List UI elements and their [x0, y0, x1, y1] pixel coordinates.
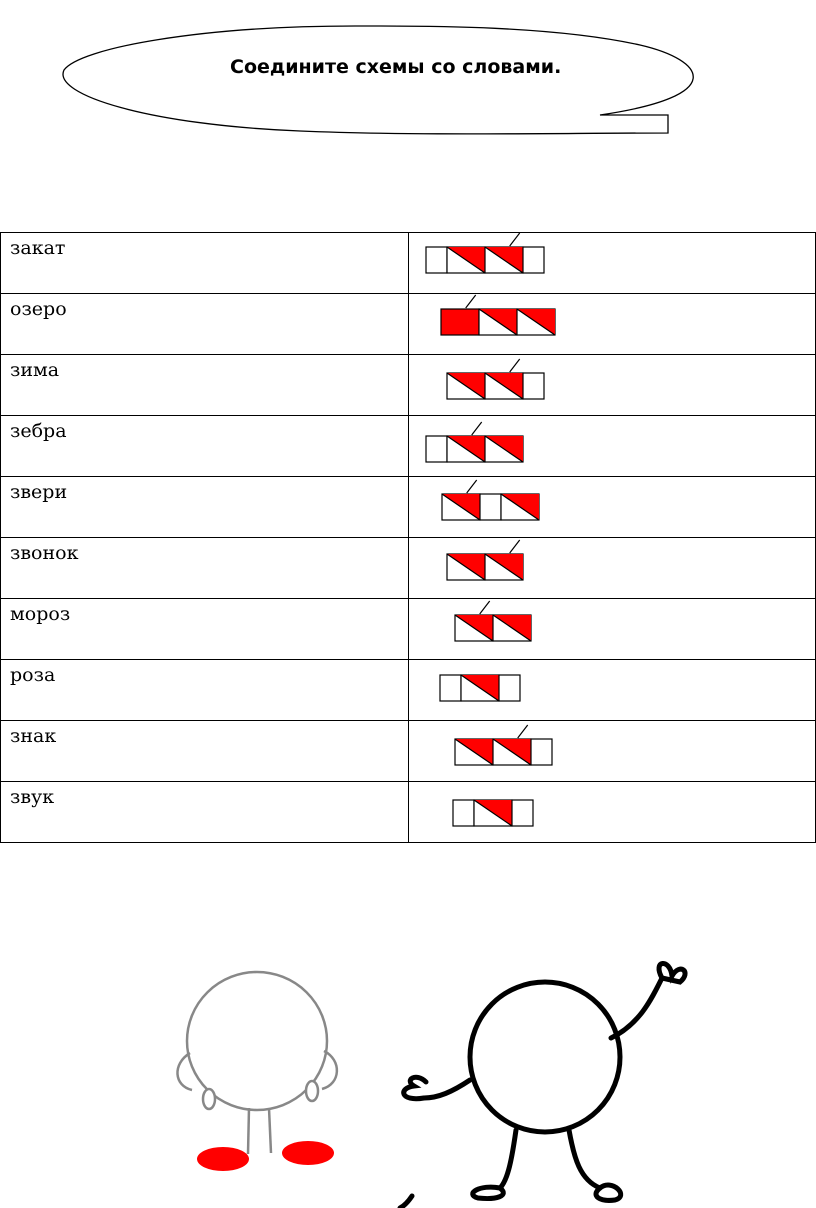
table-row [1, 538, 816, 599]
word-cell [1, 782, 409, 843]
word-label: роза [10, 664, 56, 686]
table-row [1, 599, 816, 660]
word-label: звонок [10, 542, 79, 564]
stress-mark [472, 422, 482, 435]
word-cell [1, 599, 409, 660]
right-figure [400, 963, 685, 1208]
word-label: озеро [10, 298, 67, 320]
stress-mark [510, 359, 520, 372]
scheme-cell [409, 477, 816, 538]
sound-scheme [409, 477, 816, 537]
table-row [1, 477, 816, 538]
table-row [1, 355, 816, 416]
scheme-cell [409, 233, 816, 294]
sound-scheme [409, 538, 816, 598]
stress-mark [510, 233, 520, 246]
sound-scheme [409, 294, 816, 354]
word-cell [1, 233, 409, 294]
stress-mark [467, 480, 477, 493]
word-label: звери [10, 481, 68, 503]
right-shoe [282, 1141, 334, 1165]
word-label: знак [10, 725, 57, 747]
table-row [1, 294, 816, 355]
scheme-cell [409, 782, 816, 843]
scheme-box-full [441, 309, 479, 335]
stress-mark [518, 725, 528, 738]
word-label: звук [10, 786, 55, 808]
sound-scheme [409, 660, 816, 720]
scheme-cell [409, 599, 816, 660]
sound-scheme [409, 355, 816, 415]
scheme-box-empty [523, 373, 544, 399]
table-row [1, 782, 816, 843]
word-label: зима [10, 359, 60, 381]
table-row [1, 660, 816, 721]
scheme-box-empty [426, 247, 447, 273]
table-row [1, 721, 816, 782]
word-label: закат [10, 237, 66, 259]
sound-scheme [409, 599, 816, 659]
scheme-cell [409, 294, 816, 355]
stress-mark [466, 295, 476, 308]
scheme-box-empty [499, 675, 520, 701]
scheme-box-empty [440, 675, 461, 701]
scheme-box-empty [523, 247, 544, 273]
scheme-box-empty [453, 800, 474, 826]
stress-mark [480, 601, 490, 614]
scheme-cell [409, 416, 816, 477]
instruction-title: Соедините схемы со словами. [230, 56, 562, 78]
word-cell [1, 294, 409, 355]
scheme-cell [409, 355, 816, 416]
stress-mark [510, 540, 520, 553]
scheme-cell [409, 660, 816, 721]
word-cell [1, 477, 409, 538]
sound-scheme [409, 233, 816, 293]
scheme-cell [409, 721, 816, 782]
word-cell [1, 416, 409, 477]
table-row [1, 233, 816, 294]
scheme-box-empty [426, 436, 447, 462]
word-cell [1, 721, 409, 782]
scheme-box-empty [512, 800, 533, 826]
word-scheme-table [0, 232, 816, 843]
sound-scheme [409, 721, 816, 781]
cartoon-figures [0, 940, 816, 1208]
table-row [1, 416, 816, 477]
word-cell [1, 660, 409, 721]
word-cell [1, 538, 409, 599]
word-label: мороз [10, 603, 71, 625]
left-figure [177, 972, 336, 1154]
scheme-box-empty [480, 494, 501, 520]
left-shoe [197, 1147, 249, 1171]
word-label: зебра [10, 420, 67, 442]
scheme-box-empty [531, 739, 552, 765]
sound-scheme [409, 782, 816, 842]
scheme-cell [409, 538, 816, 599]
word-cell [1, 355, 409, 416]
sound-scheme [409, 416, 816, 476]
